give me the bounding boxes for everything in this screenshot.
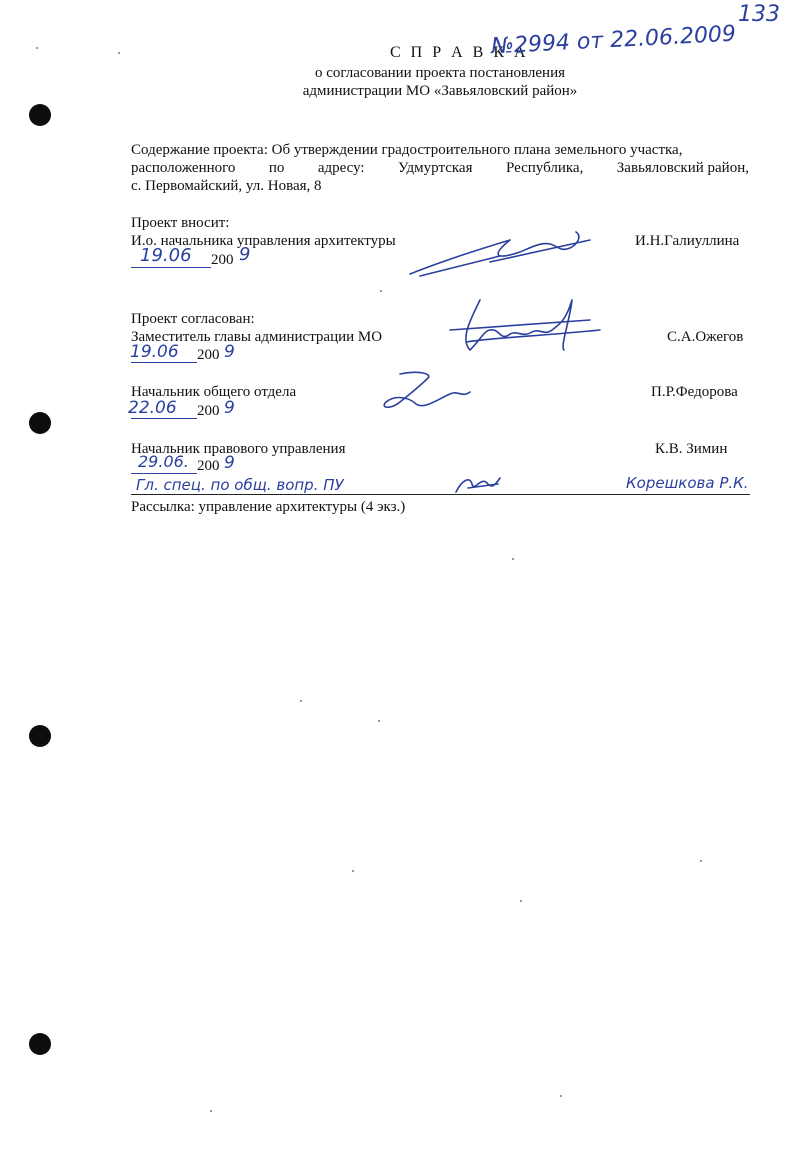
signature-galiullina bbox=[400, 222, 600, 292]
scan-speck bbox=[300, 700, 302, 702]
submitter-date-handwritten: 19.06 bbox=[140, 245, 192, 266]
handwritten-document-number: №2994 от 22.06.2009 bbox=[490, 21, 737, 60]
approval-year-prefix: 200 bbox=[197, 403, 220, 419]
content-line2 bbox=[131, 159, 749, 177]
content-line1: Содержание проекта: Об утверждении градостроительного плана земельного участка, bbox=[131, 142, 683, 158]
binder-hole bbox=[29, 104, 51, 126]
content-word: по bbox=[268, 160, 285, 176]
content-word: Завьяловский район, bbox=[616, 160, 749, 176]
scan-speck bbox=[378, 720, 380, 722]
date-underline bbox=[131, 362, 197, 363]
content-word: Удмуртская bbox=[398, 160, 473, 176]
content-line3: с. Первомайский, ул. Новая, 8 bbox=[131, 178, 322, 194]
approval-name: С.А.Ожегов bbox=[667, 329, 744, 345]
approval-name: К.В. Зимин bbox=[655, 441, 728, 457]
document-subtitle-line2: администрации МО «Завьяловский район» bbox=[302, 83, 578, 99]
signature-fedorova bbox=[370, 364, 480, 424]
distribution-list: Рассылка: управление архитектуры (4 экз.) bbox=[131, 499, 406, 515]
handwritten-note-right: Корешкова Р.К. bbox=[626, 474, 749, 492]
document-title: С П Р А В К А bbox=[390, 44, 529, 61]
page-number-stamp: 133 bbox=[738, 2, 780, 27]
approval-year-prefix: 200 bbox=[197, 347, 220, 363]
submitter-name: И.Н.Галиуллина bbox=[635, 233, 740, 249]
approval-year-handwritten: 9 bbox=[224, 398, 235, 418]
document-subtitle-line1: о согласовании проекта постановления bbox=[314, 65, 566, 81]
submitter-position: И.о. начальника управления архитектуры bbox=[131, 233, 396, 249]
signature-koreshkova-initials bbox=[448, 470, 508, 500]
scan-speck bbox=[512, 558, 514, 560]
content-word: адресу: bbox=[317, 160, 365, 176]
approval-year-handwritten: 9 bbox=[224, 342, 235, 362]
scan-speck bbox=[700, 860, 702, 862]
approval-position: Заместитель главы администрации МО bbox=[131, 329, 383, 345]
approval-date-handwritten: 19.06 bbox=[130, 342, 179, 362]
submitter-year-prefix: 200 bbox=[211, 252, 234, 268]
signature-ozhegov bbox=[440, 290, 610, 370]
scan-speck bbox=[380, 290, 382, 292]
scan-speck bbox=[36, 47, 38, 49]
handwritten-note-left: Гл. спец. по общ. вопр. ПУ bbox=[136, 476, 344, 494]
submitter-heading: Проект вносит: bbox=[131, 215, 230, 231]
submitter-year-handwritten: 9 bbox=[239, 244, 251, 265]
approval-year-handwritten: 9 bbox=[224, 453, 235, 473]
approvals-heading: Проект согласован: bbox=[131, 311, 255, 327]
approval-date-handwritten: 22.06 bbox=[128, 398, 177, 418]
content-word: расположенного bbox=[131, 160, 236, 176]
date-underline bbox=[131, 473, 197, 474]
scan-speck bbox=[352, 870, 354, 872]
scan-speck bbox=[520, 900, 522, 902]
scan-speck bbox=[118, 52, 120, 54]
approval-position: Начальник правового управления bbox=[131, 441, 346, 457]
date-underline bbox=[131, 418, 197, 419]
approval-name: П.Р.Федорова bbox=[651, 384, 738, 400]
binder-hole bbox=[29, 412, 51, 434]
content-word: Республика, bbox=[505, 160, 584, 176]
scan-speck bbox=[560, 1095, 562, 1097]
approval-date-handwritten: 29.06. bbox=[138, 452, 189, 471]
approval-position: Начальник общего отдела bbox=[131, 384, 297, 400]
scan-speck bbox=[210, 1110, 212, 1112]
binder-hole bbox=[29, 1033, 51, 1055]
divider-line bbox=[131, 494, 750, 495]
date-underline bbox=[131, 267, 211, 268]
binder-hole bbox=[29, 725, 51, 747]
approval-year-prefix: 200 bbox=[197, 458, 220, 474]
